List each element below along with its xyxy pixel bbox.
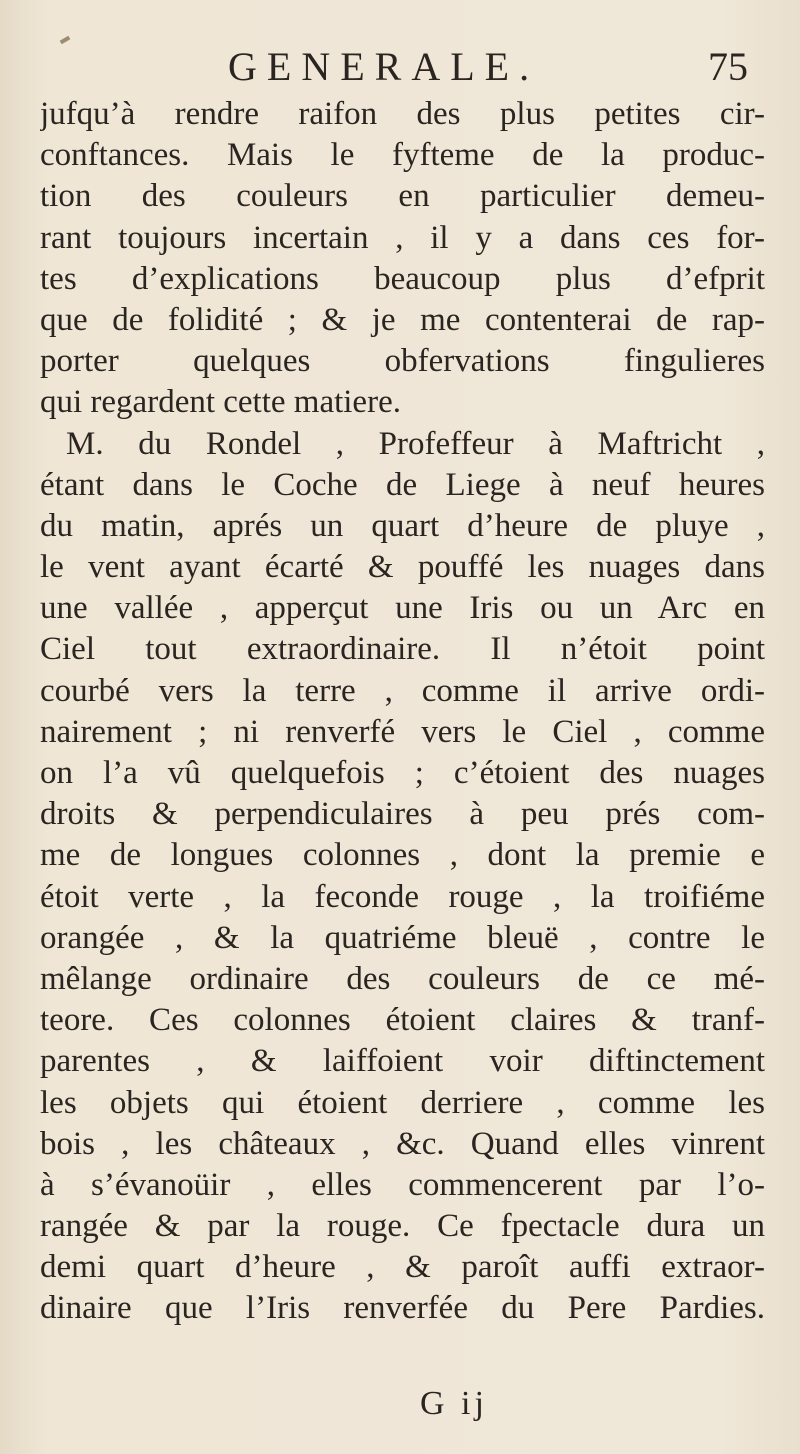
text-line: porter quelques obfervations fingulieres bbox=[40, 343, 765, 380]
text-line: une vallée , apperçut une Iris ou un Arc en bbox=[40, 590, 765, 627]
text-line: M. du Rondel , Profeffeur à Maftricht , bbox=[66, 425, 765, 462]
text-line: qui regardent cette matiere. bbox=[40, 384, 401, 421]
text-line: que de folidité ; & je me contenterai de rap- bbox=[40, 301, 765, 338]
text-line: orangée , & la quatriéme bleuë , contre le bbox=[40, 919, 765, 956]
text-line: tes d’explications beaucoup plus d’efprit bbox=[40, 260, 765, 297]
text-line: tion des couleurs en particulier demeu- bbox=[40, 178, 765, 215]
text-line: le vent ayant écarté & pouffé les nuages dans bbox=[40, 549, 765, 586]
text-line: étant dans le Coche de Liege à neuf heures bbox=[40, 466, 765, 503]
text-line: droits & perpendiculaires à peu prés com- bbox=[40, 796, 765, 833]
body-text bbox=[40, 94, 765, 1330]
text-line: bois , les châteaux , &c. Quand elles vinrent bbox=[40, 1125, 765, 1162]
text-line: rant toujours incertain , il y a dans ces for- bbox=[40, 219, 765, 256]
signature-mark: G ij bbox=[420, 1385, 488, 1422]
text-line: du matin, aprés un quart d’heure de pluye , bbox=[40, 507, 765, 544]
running-head: GENERALE. bbox=[228, 44, 540, 89]
text-line: on l’a vû quelquefois ; c’étoient des nuages bbox=[40, 755, 765, 791]
text-line: à s’évanoüir , elles commencerent par l’o- bbox=[40, 1166, 765, 1203]
ink-mark bbox=[60, 36, 71, 44]
text-line: me de longues colonnes , dont la premie e bbox=[40, 837, 765, 874]
text-line: mêlange ordinaire des couleurs de ce mé- bbox=[40, 960, 765, 997]
text-line: conftances. Mais le fyfteme de la produc- bbox=[40, 137, 765, 174]
text-line: teore. Ces colonnes étoient claires & tranf- bbox=[40, 1002, 765, 1039]
text-line: Ciel tout extraordinaire. Il n’étoit point bbox=[40, 631, 765, 668]
text-line: demi quart d’heure , & paroît auffi extraor- bbox=[40, 1249, 765, 1286]
page-header bbox=[228, 44, 748, 90]
text-line: courbé vers la terre , comme il arrive ordi- bbox=[40, 672, 765, 709]
text-line: nairement ; ni renverfé vers le Ciel , comme bbox=[40, 713, 765, 750]
text-line: étoit verte , la feconde rouge , la troifiéme bbox=[40, 878, 765, 915]
text-line: jufqu’à rendre raifon des plus petites cir- bbox=[40, 96, 765, 132]
text-line: rangée & par la rouge. Ce fpectacle dura un bbox=[40, 1208, 765, 1245]
text-line: parentes , & laiffoient voir diftinctement bbox=[40, 1043, 765, 1080]
text-line: les objets qui étoient derriere , comme les bbox=[40, 1084, 765, 1121]
text-line: dinaire que l’Iris renverfée du Pere Pardies. bbox=[40, 1290, 765, 1327]
page-number: 75 bbox=[708, 44, 748, 89]
